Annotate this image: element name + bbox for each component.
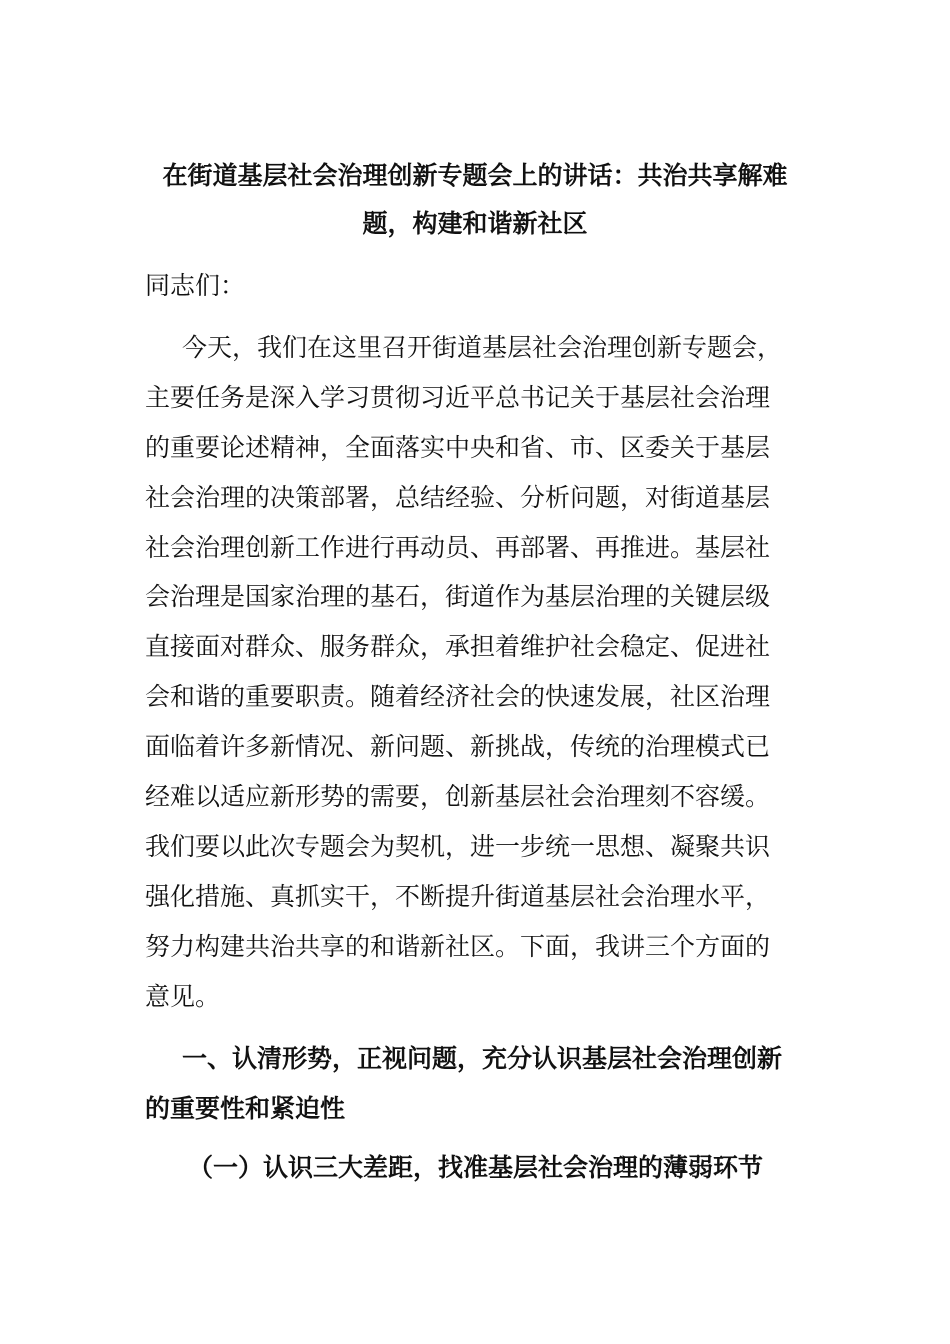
paragraph-line: 主要任务是深入学习贯彻习近平总书记关于基层社会治理 — [145, 382, 771, 412]
paragraph-line: 面临着许多新情况、新问题、新挑战，传统的治理模式已 — [145, 732, 771, 762]
section-heading-line-1: 一、认清形势，正视问题，充分认识基层社会治理创新 — [182, 1044, 783, 1073]
title-line-2: 题，构建和谐新社区 — [362, 209, 588, 238]
salutation: 同志们： — [145, 271, 246, 300]
section-heading-1 — [145, 1033, 810, 1133]
subsection-heading-1: （一）认识三大差距，找准基层社会治理的薄弱环节 — [188, 1153, 764, 1182]
title-line-1: 在街道基层社会治理创新专题会上的讲话：共治共享解难 — [162, 161, 788, 190]
paragraph-line: 努力构建共治共享的和谐新社区。下面，我讲三个方面的 — [145, 931, 771, 961]
paragraph-line: 经难以适应新形势的需要，创新基层社会治理刻不容缓。 — [145, 782, 771, 812]
intro-paragraph — [145, 323, 810, 1021]
paragraph-line: 我们要以此次专题会为契机，进一步统一思想、凝聚共识 — [145, 831, 771, 861]
paragraph-line: 今天，我们在这里召开街道基层社会治理创新专题会， — [182, 333, 783, 362]
paragraph-line: 的重要论述精神，全面落实中央和省、市、区委关于基层 — [145, 432, 771, 462]
section-heading-line-2: 的重要性和紧迫性 — [145, 1093, 346, 1123]
paragraph-line: 社会治理的决策部署，总结经验、分析问题，对街道基层 — [145, 482, 771, 512]
paragraph-line: 会治理是国家治理的基石，街道作为基层治理的关键层级 — [145, 582, 771, 612]
document-title — [145, 152, 805, 248]
paragraph-line: 会和谐的重要职责。随着经济社会的快速发展，社区治理 — [145, 682, 771, 712]
paragraph-line: 直接面对群众、服务群众，承担着维护社会稳定、促进社 — [145, 632, 771, 662]
paragraph-line: 强化措施、真抓实干，不断提升街道基层社会治理水平， — [145, 881, 771, 911]
paragraph-line: 社会治理创新工作进行再动员、再部署、再推进。基层社 — [145, 532, 771, 562]
paragraph-line: 意见。 — [145, 981, 221, 1011]
